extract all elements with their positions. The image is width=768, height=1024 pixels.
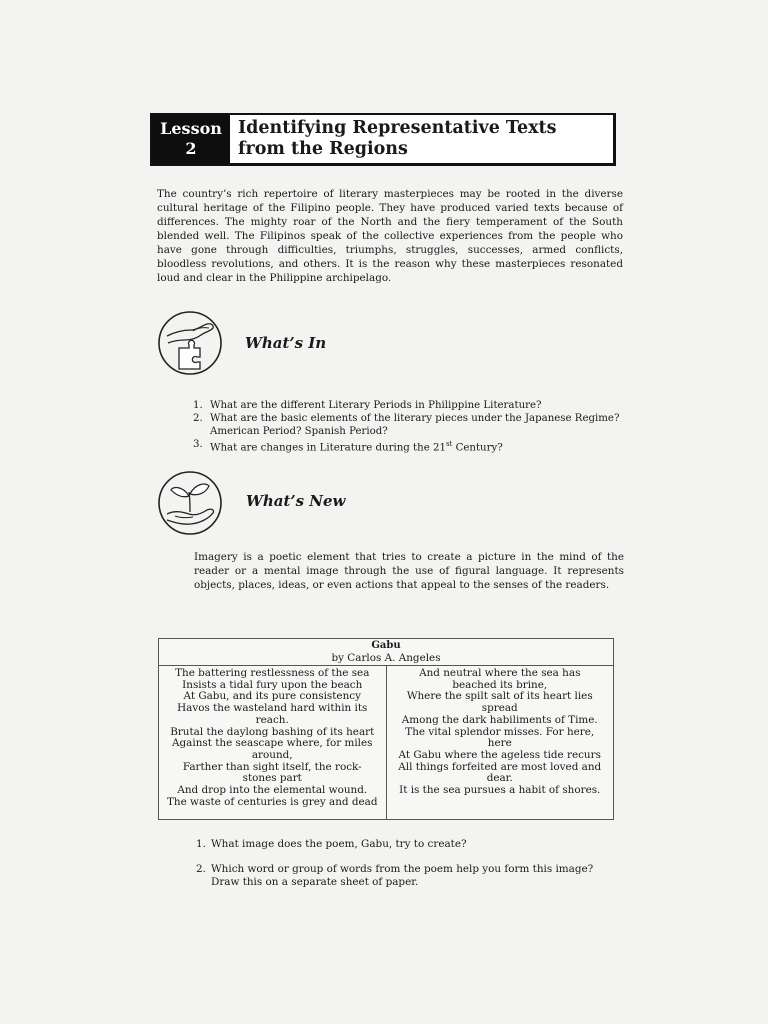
poem-line: around, (251, 748, 293, 761)
poem-columns (159, 666, 613, 819)
poem-line: All things forfeited are most loved and (398, 760, 602, 773)
poem-line: At Gabu where the ageless tide recurs (398, 748, 601, 761)
lesson-number-box (152, 115, 230, 163)
poem-line: At Gabu, and its pure consistency (183, 690, 361, 703)
poem-line: dear. (486, 772, 513, 785)
poem-line: Havos the wasteland hard within its (177, 702, 368, 715)
poem-line: Farther than sight itself, the rock- (182, 760, 362, 773)
poem-left-column (159, 666, 387, 819)
list-item: 2. Which word or group of words from the poem help you form this image? Draw this on a separate sheet of paper. (196, 862, 594, 888)
lesson-number: 2 (185, 139, 197, 158)
list-item: 2. What are the basic elements of the literary pieces under the Japanese Regime? American Period? Spanish Period? (193, 413, 620, 437)
intro-paragraph: The country’s rich repertoire of literary masterpieces may be rooted in the diverse cultural heritage of the Filipino people. They have produced varied texts because of differences. The mighty roar of the North and the fiery temperament of the South blended well. The Filipinos speak of the collective experiences from the people who have gone through difficulties, triumphs, struggles, successes, armed conflicts, bloodless revolutions, and others. It is the reason why these masterpieces resonated loud and clear in the Philippine archipelago. (157, 188, 623, 284)
whats-in-questions (193, 399, 623, 454)
poem-right-column (387, 666, 614, 819)
poem-line: Insists a tidal fury upon the beach (182, 678, 363, 691)
poem-title: Gabu (371, 640, 401, 651)
hand-puzzle-icon (157, 310, 223, 376)
poem-line: spread (481, 702, 518, 715)
imagery-paragraph: Imagery is a poetic element that tries to create a picture in the mind of the reader or a mental image through the use of figural language. It represents objects, places, ideas, or even actions that appeal to the senses of the readers. (194, 551, 624, 591)
poem-line: The vital splendor misses. For here, (405, 725, 595, 738)
lesson-title (230, 115, 613, 163)
lesson-title-line-1: Identifying Representative Texts (238, 118, 557, 138)
poem-line: stones part (242, 772, 302, 785)
poem-line: reach. (255, 713, 289, 726)
poem-author: by Carlos A. Angeles (331, 652, 441, 664)
poem-line: Brutal the daylong bashing of its heart (170, 725, 375, 738)
poem-line: Among the dark habiliments of Time. (401, 713, 598, 726)
whats-in-title: What’s In (245, 334, 327, 352)
hand-sprout-icon (157, 470, 223, 536)
lesson-label: Lesson (160, 119, 222, 138)
poem-line: Where the spilt salt of its heart lies (406, 690, 593, 703)
poem-table (158, 638, 614, 820)
poem-line: The battering restlessness of the sea (175, 667, 370, 679)
poem-line: And neutral where the sea has (419, 667, 581, 679)
list-item: 3. What are changes in Literature during the 21st Century? (193, 439, 503, 454)
poem-line: It is the sea pursues a habit of shores. (399, 784, 601, 797)
poem-line: here (487, 737, 512, 750)
list-item: 1. What are the different Literary Periods in Philippine Literature? (193, 400, 542, 411)
lesson-header (150, 113, 616, 166)
list-item: 1. What image does the poem, Gabu, try to create? (196, 838, 467, 850)
poem-header (159, 639, 613, 666)
poem-line: The waste of centuries is grey and dead (166, 795, 378, 808)
whats-new-title: What’s New (246, 492, 346, 510)
poem-line: Against the seascape where, for miles (172, 737, 373, 750)
post-questions (196, 838, 596, 890)
lesson-title-line-2: from the Regions (238, 139, 408, 159)
poem-line: And drop into the elemental wound. (177, 784, 368, 797)
poem-line: beached its brine, (452, 678, 548, 691)
